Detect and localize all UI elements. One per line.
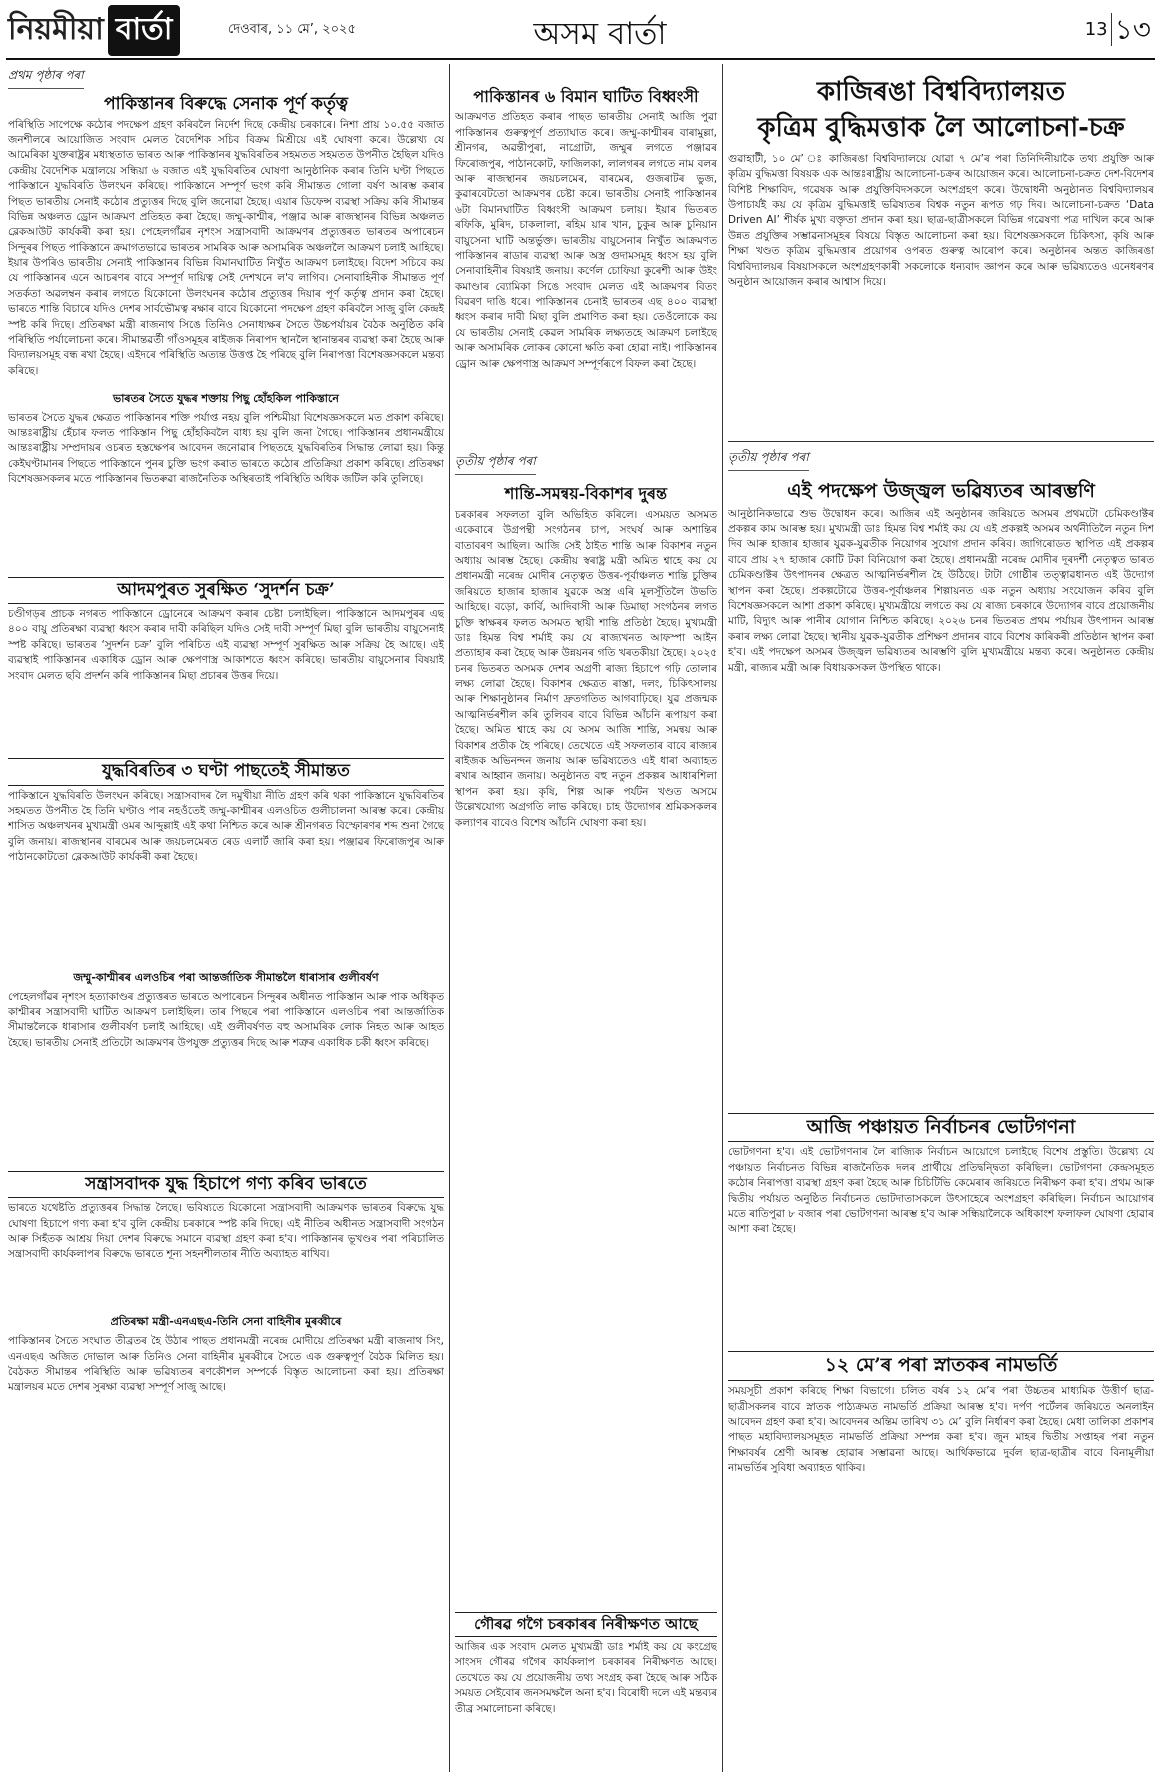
- article-body: ভাৰতৰ সৈতে যুদ্ধৰ ক্ষেত্ৰত পাকিস্তানৰ শক্তি পৰ্যাপ্ত নহয় বুলি পশ্চিমীয়া বিশেষজ্ঞসকলে মত প্ৰকাশ কৰিছে। আন্তঃৰাষ্ট্ৰীয় হেঁচাৰ ফলত পাকিস্তান পিছু হোঁহকিবলৈ বাধ্য হয় বুলি জনা গৈছে। পাকিস্তানৰ প্ৰধানমন্ত্ৰীয়ে আন্তঃৰাষ্ট্ৰীয় সম্প্ৰদায়ৰ ওচৰত হস্তক্ষেপৰ আবেদন জনোৱাৰ পিছতহে যুদ্ধবিৰতিৰ সিদ্ধান্ত লোৱা হয়। কিন্তু কেইঘণ্টামানৰ পিছতে পাকিস্তানে পুনৰ চুক্তি ভংগ কৰাত ভাৰতে কঠোৰ প্ৰতিক্ৰিয়া প্ৰকাশ কৰিছে। প্ৰতিৰক্ষা বিশেষজ্ঞসকলৰ মতে পাকিস্তানৰ ভিতৰুৱা ৰাজনৈতিক অস্থিৰতাই পৰিস্থিতি অধিক জটিল কৰি তুলিছে।: [8, 411, 444, 486]
- brand-part1: নিয়মীয়া: [8, 11, 104, 47]
- right-column: [728, 64, 1154, 1772]
- jump-label: তৃতীয় পৃষ্ঠাৰ পৰা: [728, 449, 809, 471]
- article-body: গুৱাহাটী, ১০ মে’ ঃ কাজিৰঙা বিশ্ববিদ্যালয়ে যোৱা ৭ মে’ৰ পৰা তিনিদিনীয়াকৈ তথ্য প্ৰযুক্তি আৰু কৃত্ৰিম বুদ্ধিমত্তা বিষয়ক এক আন্তঃৰাষ্ট্ৰীয় আলোচনা-চক্ৰৰ আয়োজন কৰে। আলোচনা-চক্ৰত দেশ-বিদেশৰ বিশিষ্ট শিক্ষাবিদ, গৱেষক আৰু প্ৰযুক্তিবিদসকলে অংশগ্ৰহণ কৰে। উদ্বোধনী অনুষ্ঠানত বিশ্ববিদ্যালয়ৰ উপাচাৰ্যই কয় যে কৃত্ৰিম বুদ্ধিমত্তাই ভৱিষ্যতৰ বিশ্বক নতুন ৰূপত গঢ় দিব। আলোচনা-চক্ৰত ‘Data Driven AI’ শীৰ্ষক মুখ্য বক্তৃতা প্ৰদান কৰা হয়। ছাত্ৰ-ছাত্ৰীসকলে বিভিন্ন গৱেষণা পত্ৰ দাখিল কৰে আৰু উন্নত প্ৰযুক্তিৰ সম্ভাৱনাসমূহৰ বিষয়ে বিস্তৃত আলোচনা কৰা হয়। বিশেষজ্ঞসকলে চিকিৎসা, কৃষি আৰু শিক্ষা খণ্ডত কৃত্ৰিম বুদ্ধিমত্তাৰ প্ৰয়োগৰ ওপৰত গুৰুত্ব আৰোপ কৰে। অনুষ্ঠানৰ অন্তত কাজিৰঙা বিশ্ববিদ্যালয়ৰ বিষয়াসকলে অংশগ্ৰহণকাৰী সকলোকে ধন্যবাদ জ্ঞাপন কৰে আৰু ভৱিষ্যতেও এনেধৰণৰ অনুষ্ঠান আয়োজন কৰাৰ আশ্বাস দিয়ে।: [728, 152, 1154, 288]
- headline-box: [728, 1351, 1154, 1381]
- article-body: পাকিস্তানৰ সৈতে সংঘাত তীব্ৰতৰ হৈ উঠাৰ পাছত প্ৰধানমন্ত্ৰী নৰেন্দ্ৰ মোদীয়ে প্ৰতিৰক্ষা মন্ত্ৰী ৰাজনাথ সিং, এনএছএ অজিত দোভাল আৰু তিনিও সেনা বাহিনীৰ মুৰব্বীৰে সৈতে এক গুৰুত্বপূৰ্ণ বৈঠক মিলিত হয়। বৈঠকত সীমান্তৰ পৰিস্থিতি আৰু ভৱিষ্যতৰ ৰণকৌশল সম্পৰ্কে বিস্তৃত আলোচনা কৰা হয়। প্ৰতিৰক্ষা মন্ত্ৰালয়ৰ মতে দেশৰ সুৰক্ষা ব্যৱস্থা সম্পূৰ্ণ সাজু আছে।: [8, 1335, 444, 1394]
- article-body: ভাৰতে যথেষ্টতি প্ৰত্যুত্তৰৰ সিদ্ধান্ত লৈছে। ভবিষ্যতে যিকোনো সন্ত্ৰাসবাদী আক্ৰমণক ভাৰতৰ বিৰুদ্ধে যুদ্ধ ঘোষণা হিচাপে গণ্য কৰা হ'ব বুলি কেন্দ্ৰীয় চৰকাৰে স্পষ্ট কৰি দিছে। এই নীতিৰ অধীনত সন্ত্ৰাসবাদী সংগঠন আৰু সিহঁতক আশ্ৰয় দিয়া দেশৰ বিৰুদ্ধে সমানে ব্যৱস্থা গ্ৰহণ কৰা হ'ব। পাকিস্তানৰ ভূখণ্ডৰ পৰা পৰিচালিত সন্ত্ৰাসবাদী কাৰ্যকলাপৰ বিৰুদ্ধে ভাৰতে শূন্য সহনশীলতাৰ নীতি অব্যাহত ৰাখিব।: [8, 1202, 444, 1261]
- jump-label: তৃতীয় পৃষ্ঠাৰ পৰা: [455, 453, 536, 475]
- page-number-latin: 13: [1084, 19, 1108, 40]
- article-body: ভোটগণনা হ'ব। এই ভোটগণনাৰ লৈ ৰাজ্যিক নিৰ্বাচন আয়োগে চলাইছে বিশেষ প্ৰস্তুতি। উল্লেখ্য যে পঞ্চায়ত নিৰ্বাচনত বিভিন্ন ৰাজনৈতিক দলৰ প্ৰাৰ্থীয়ে প্ৰতিদ্বন্দ্বিতা কৰিছিল। ভোটগণনা কেন্দ্ৰসমূহত কঠোৰ নিৰাপত্তা ব্যৱস্থা গ্ৰহণ কৰা হৈছে আৰু চিচিটিভি কেমেৰাৰ জৰিয়তে নিৰীক্ষণ কৰা হ'ব। প্ৰথম আৰু দ্বিতীয় পৰ্যায়ত অনুষ্ঠিত নিৰ্বাচনত ভোটদাতাসকলে উৎসাহেৰে অংশগ্ৰহণ কৰিছিল। নিৰ্বাচন আয়োগৰ মতে ৰাতিপুৱা ৮ বজাৰ পৰা ভোটগণনা আৰম্ভ হ'ব আৰু সন্ধিয়ালৈকে অধিকাংশ ফলাফল ঘোষণা হোৱাৰ আশা কৰা হৈছে।: [728, 1146, 1154, 1236]
- headline-pakistan-army: পাকিস্তানৰ বিৰুদ্ধে সেনাক পূৰ্ণ কৰ্তৃত্ব: [104, 94, 348, 114]
- article-subhead: প্ৰতিৰক্ষা মন্ত্ৰী-এনএছএ-তিনি সেনা বাহিনীৰ মুৰব্বীৰে: [110, 1315, 342, 1329]
- headline-bright-future: এই পদক্ষেপ উজ্জ্বল ভৱিষ্যতৰ আৰম্ভণি: [787, 479, 1095, 502]
- headline-terrorism-war: সন্ত্ৰাসবাদক যুদ্ধ হিচাপে গণ্য কৰিব ভাৰতে: [85, 1173, 367, 1194]
- article-body: আক্ৰমণত প্ৰতিহত কৰাৰ পাছত ভাৰতীয় সেনাই আজি পুৱা পাকিস্তানৰ গুৰুত্বপূৰ্ণ প্ৰত্যাঘাত কৰে। জম্মু-কাশ্মীৰৰ বাৰামুল্লা, শ্ৰীনগৰ, অৱন্তীপুৰা, নাগ্ৰোটা, জম্মুৰ লগতে পঞ্জাৱৰ ফিৰোজপুৰ, পাঠানকোট, ফাজিলকা, লালগৰৰ লগতে নাম বলৰ আৰু ৰাজস্থানৰ জয়চলমেৰ, বাৰমেৰ, গুজৰাটৰ ভুজ, কুৱাৰবেটতো আক্ৰমণৰ চেষ্টা কৰে। ভাৰতীয় সেনাই পাকিস্তানৰ ৬টা বিমানঘাটিত বিধ্বংসী আক্ৰমণ চলায়। ইয়াৰ ভিতৰত ৰফিকি, মুৰিদ, চাকলালা, ৰহিম য়াৰ খান, চুকুৰ আৰু চুনিয়ান বায়ুসেনা ঘাটি অন্তৰ্ভুক্ত। ভাৰতীয় বায়ুসেনাৰ নিখুঁত আক্ৰমণত পাকিস্তানৰ ৰাডাৰ ব্যৱস্থা আৰু অস্ত্ৰ গুদামসমূহ ধ্বংস হয় বুলি সেনাবাহিনীৰ বিষয়াই জনায়। কৰ্ণেল চোফিয়া কুৰেশী আৰু উইং কমাণ্ডাৰ ব্যোমিকা সিঙে সংবাদ মেলত এই আক্ৰমণৰ বিতং বিৱৰণ দাঙি ধৰে। পাকিস্তানৰ চেনাই ভাৰতৰ এছ ৪০০ ব্যৱস্থা ধ্বংস কৰাৰ দাবী মিছা বুলি প্ৰমাণিত কৰা হয়। তেওঁলোকে কয় যে ভাৰতীয় সেনাই কেৱল সামৰিক লক্ষ্যতহে আক্ৰমণ চলাইছে আৰু অসামৰিক লোকৰ কোনো ক্ষতি কৰা হোৱা নাই। পাকিস্তানৰ ড্ৰোন আৰু ক্ষেপণাস্ত্ৰ আক্ৰমণ সম্পূৰ্ণৰূপে বিফল কৰা হৈছে।: [455, 111, 717, 370]
- column-divider: [722, 64, 723, 1772]
- headline-gaurav-gogoi: গৌৰৱ গগৈ চৰকাৰৰ নিৰীক্ষণত আছে: [474, 1614, 698, 1633]
- article-body: আজিৰ এক সংবাদ মেলত মুখ্যমন্ত্ৰী ডাঃ শৰ্মাই কয় যে কংগ্ৰেছ সাংসদ গৌৰৱ গগৈৰ কাৰ্যকলাপ চৰকাৰৰ নিৰীক্ষণত আছে। তেখেতে কয় যে প্ৰয়োজনীয় তথ্য সংগ্ৰহ কৰা হৈছে আৰু সঠিক সময়ত সেইবোৰ জনসমক্ষলৈ অনা হ'ব। বিৰোধী দলে এই মন্তব্যৰ তীব্ৰ সমালোচনা কৰিছে।: [455, 1641, 717, 1715]
- headline-airbases: পাকিস্তানৰ ৬ বিমান ঘাটিত বিধ্বংসী: [473, 87, 699, 106]
- headline-graduate-admission: ১২ মে’ৰ পৰা স্নাতকৰ নামভৰ্তি: [824, 1354, 1058, 1377]
- section-title: অসম বাৰ্তা: [533, 16, 667, 52]
- headline-box: [455, 1612, 717, 1637]
- article-body: চৰকাৰৰ সফলতা বুলি অভিহিত কৰিলে। এসময়ত অসমত একেবাৰে উগ্ৰপন্থী সংগঠনৰ চাপ, সংঘৰ্ষ আৰু অশান্তিৰ বাতাবৰণ আছিল। আজি সেই ঠাইত শান্তি আৰু বিকাশৰ নতুন অধ্যায় আৰম্ভ হৈছে। কেন্দ্ৰীয় স্বৰাষ্ট্ৰ মন্ত্ৰী অমিত শ্বাহে কয় যে প্ৰধানমন্ত্ৰী নৰেন্দ্ৰ মোদীৰ নেতৃত্বত উত্তৰ-পূৰ্বাঞ্চলত শান্তি চুক্তিৰ জৰিয়তে হাজাৰ হাজাৰ যুৱকে অস্ত্ৰ এৰি মূলসূঁতিলৈ উভতি আহিছে। বড়ো, কাৰ্বি, আদিবাসী আৰু ডিমাছা সংগঠনৰ লগত চুক্তি স্বাক্ষৰৰ ফলত অসমত স্থায়ী শান্তি প্ৰতিষ্ঠা হৈছে। মুখ্যমন্ত্ৰী ডাঃ হিমন্ত বিশ্ব শৰ্মাই কয় যে ৰাজ্যখনত আফস্পা আইন প্ৰত্যাহাৰ কৰা হৈছে আৰু উন্নয়নৰ গতি খৰতকীয়া হৈছে। ২০২৫ চনৰ ভিতৰত অসমক দেশৰ অগ্ৰণী ৰাজ্য হিচাপে গঢ়ি তোলাৰ লক্ষ্য লোৱা হৈছে। বিকাশৰ ক্ষেত্ৰত ৰাস্তা, দলং, চিকিৎসালয় আৰু শিক্ষানুষ্ঠানৰ নিৰ্মাণ দ্ৰুতগতিত আগবাঢ়িছে। যুৱ প্ৰজন্মক আত্মনিৰ্ভৰশীল কৰি তুলিবৰ বাবে বিভিন্ন আঁচনি ৰূপায়ণ কৰা হৈছে। অমিত শ্বাহে কয় যে অসম আজি শান্তি, সমন্বয় আৰু বিকাশৰ প্ৰতীক হৈ পৰিছে। তেখেতে এই সফলতাৰ বাবে ৰাজ্যৰ ৰাইজক অভিনন্দন জনায় আৰু ভৱিষ্যতেও এই ধাৰা অব্যাহত ৰখাৰ আহ্বান জনায়। অনুষ্ঠানত বহু নতুন প্ৰকল্পৰ আধাৰশিলা স্থাপন কৰা হয়। কৃষি, শিল্প আৰু পৰ্যটন খণ্ডত অসমে উল্লেখযোগ্য অগ্ৰগতি লাভ কৰিছে। চাহ উদ্যোগৰ শ্ৰমিকসকলৰ কল্যাণৰ বাবেও বিশেষ আঁচনি ঘোষণা কৰা হয়।: [455, 508, 717, 829]
- middle-column: [455, 64, 717, 1772]
- jump-label: প্ৰথম পৃষ্ঠাৰ পৰা: [8, 67, 84, 89]
- article-body: আনুষ্ঠানিকভাৱে শুভ উদ্বোধন কৰে। আজিৰ এই অনুষ্ঠানৰ জৰিয়তে অসমৰ প্ৰথমটো চেমিকণ্ডাক্টৰ প্ৰকল্পৰ কাম আৰম্ভ হয়। মুখ্যমন্ত্ৰী ডাঃ হিমন্ত বিশ্ব শৰ্মাই কয় যে এই প্ৰকল্পই অসমৰ অৰ্থনীতিলৈ নতুন দিশ দিব আৰু হাজাৰ হাজাৰ যুৱক-যুৱতীক নিয়োগৰ সুযোগ প্ৰদান কৰিব। জাগিৰোডত স্থাপিত এই প্ৰকল্পৰ বাবে প্ৰায় ২৭ হাজাৰ কোটি টকা বিনিয়োগ কৰা হৈছে। প্ৰধানমন্ত্ৰী নৰেন্দ্ৰ মোদীৰ দূৰদৰ্শী নেতৃত্বত ভাৰত চেমিকণ্ডাক্টৰ উৎপাদনৰ ক্ষেত্ৰত আত্মনিৰ্ভৰশীল হৈ উঠিছে। টাটা গোষ্ঠীৰ তত্ত্বাৱধানত এই উদ্যোগ স্থাপন কৰা হৈছে। প্ৰকল্পটোৱে উত্তৰ-পূৰ্বাঞ্চলৰ শিল্পায়নত এক নতুন অধ্যায় সংযোজন কৰিব বুলি বিশেষজ্ঞসকলে আশা প্ৰকাশ কৰিছে। মুখ্যমন্ত্ৰীয়ে লগতে কয় যে ৰাজ্য চৰকাৰে উদ্যোগৰ বাবে প্ৰয়োজনীয় মাটি, বিদ্যুৎ আৰু পানীৰ যোগান নিশ্চিত কৰিছে। ২০২৬ চনৰ ভিতৰত প্ৰথম পৰ্যায়ৰ উৎপাদন আৰম্ভ কৰাৰ লক্ষ্য লোৱা হৈছে। স্থানীয় যুৱক-যুৱতীক প্ৰশিক্ষণ প্ৰদানৰ বাবে বিশেষ কাৰিকৰী প্ৰতিষ্ঠান স্থাপন কৰা হ'ব। এই পদক্ষেপ অসমৰ উজ্জ্বল ভৱিষ্যতৰ আৰম্ভণি বুলি মুখ্যমন্ত্ৰীয়ে মন্তব্য কৰে। অনুষ্ঠানত কেন্দ্ৰীয় মন্ত্ৰী, ৰাজ্যৰ মন্ত্ৰী আৰু বিধায়কসকল উপস্থিত থাকে।: [728, 507, 1154, 674]
- article-body: পাকিস্তানে যুদ্ধবিৰতি উলংঘন কৰিছে। সন্ত্ৰাসবাদৰ লৈ দমুখীয়া নীতি গ্ৰহণ কৰি থকা পাকিস্তানে যুদ্ধবিৰতিৰ সহমতত উপনীত হৈ তিনি ঘণ্টাও পাৰ নহওঁতেই জম্মু-কাশ্মীৰৰ এলওচিত গুলীচালনা আৰম্ভ কৰে। কেন্দ্ৰীয় শাসিত অঞ্চলখনৰ মুখ্যমন্ত্ৰী ওমৰ আব্দুল্লাই এই কথা নিশ্চিত কৰে আৰু শ্ৰীনগৰত বিস্ফোৰণৰ শব্দ শুনা গৈছে বুলি জনায়। ৰাজস্থানৰ বাৰমেৰ আৰু জয়চলমেৰত ৰেড এলাৰ্ট জাৰি কৰা হয়। পঞ্জাৱৰ ফিৰোজপুৰ আৰু পাঠানকোটতো ব্লেকআউট কাৰ্যকৰী কৰা হৈছে।: [8, 789, 444, 864]
- page-number-assamese: ১৩: [1111, 13, 1151, 46]
- column-divider: [449, 64, 450, 1772]
- masthead: [0, 0, 1161, 66]
- headline-box: [728, 1113, 1154, 1143]
- article-subhead: ভাৰতৰ সৈতে যুদ্ধৰ শক্তায় পিছু হোঁহকিল পাকিস্তানে: [113, 391, 339, 405]
- headline-box: [8, 577, 444, 605]
- brand-part2: বাৰ্তা: [108, 5, 181, 56]
- headline-kaziranga-line2: কৃত্ৰিম বুদ্ধিমত্তাক লৈ আলোচনা-চক্ৰ: [757, 112, 1125, 143]
- ornamental-divider: [728, 441, 1154, 446]
- headline-kaziranga-line1: কাজিৰঙা বিশ্ববিদ্যালয়ত: [816, 77, 1066, 107]
- masthead-rule: [6, 58, 1155, 60]
- page-number: [1085, 8, 1151, 55]
- article-body: পৰিস্থিতি সাপেক্ষে কঠোৰ পদক্ষেপ গ্ৰহণ কৰিবলৈ নিৰ্দেশ দিছে কেন্দ্ৰীয় চৰকাৰে। নিশা প্ৰায় ১০.৫৫ বজাত জনশীলৰে আয়োজিত সংবাদ মেলত বৈদেশিক সচিব বিক্ৰম মিশ্ৰীয়ে এই ঘোষণা কৰে। উল্লেখ্য যে আমেৰিকা যুক্তৰাষ্ট্ৰৰ মধ্যস্থতাত ভাৰত আৰু পাকিস্তানৰ যুদ্ধবিৰতিৰ সহমতত সহমতত উপনীত হৈছিল যদিও কেন্দ্ৰীয় বৈদেশিক মন্ত্ৰালয়ে সন্ধিয়া ৬ বজাত এই যুদ্ধবিৰতিৰ ঘোষণা আনুষ্ঠানিক কৰাৰ তিনি ঘণ্টা পিছতে পাকিস্তানে যুদ্ধবিৰতি উলংঘন কৰিছে। পাকিস্তানে সম্পূৰ্ণ ভংগ কৰি সীমান্তত গোলা বৰ্ষণ আৰম্ভ কৰাৰ পিছত ভাৰতীয় সেনাই কঠোৰ প্ৰত্যুত্তৰ দিছে বুলি জনোৱা হৈছে। এয়াৰ ডিফেন্স ব্যৱস্থা সক্ৰিয় কৰি সীমান্তৰ বিভিন্ন অঞ্চলত ড্ৰোন আক্ৰমণ প্ৰতিহত কৰা হৈছে। জম্মু-কাশ্মীৰ, পঞ্জাৱ আৰু ৰাজস্থানৰ বিভিন্ন অঞ্চলত ব্লেকআউট কাৰ্যকৰী কৰা হয়। পেহেলগাঁৱৰ নৃশংস সন্ত্ৰাসবাদী আক্ৰমণৰ প্ৰত্যুত্তৰত ভাৰতৰ অপাৰেচন সিন্দুৰৰ পিছত পাকিস্তানে ক্ৰমাগতভাৱে ভাৰতৰ সামৰিক আৰু অসামৰিক অঞ্চললৈ আক্ৰমণ চলাই আহিছে। ইয়াৰ উপৰিও ভাৰতীয় সেনাই পাকিস্তানৰ বিভিন্ন বিমানঘাটিত নিখুঁত আক্ৰমণ চলাইছে। বিদেশ সচিবে কয় যে পাকিস্তানৰ এনে আচৰণৰ বাবে সম্পূৰ্ণ দায়িত্ব সেই দেশখনে ল'ব লাগিব। সেনাবাহিনীক সীমান্তত পূৰ্ণ সতৰ্কতা অৱলম্বন কৰাৰ লগতে যিকোনো উলংঘনৰ কঠোৰ প্ৰত্যুত্তৰ দিয়াৰ পূৰ্ণ কৰ্তৃত্ব প্ৰদান কৰা হৈছে। ভাৰতে শান্তি বিচাৰে যদিও দেশৰ সাৰ্বভৌমত্ব ৰক্ষাৰ বাবে যিকোনো পদক্ষেপ গ্ৰহণ কৰিবলৈ সাজু বুলি কেন্দ্ৰই স্পষ্ট কৰি দিছে। প্ৰতিৰক্ষা মন্ত্ৰী ৰাজনাথ সিঙে তিনিও সেনাধ্যক্ষৰ সৈতে উচ্চপৰ্যায়ৰ বৈঠক অনুষ্ঠিত কৰি পৰিস্থিতি পৰ্যালোচনা কৰে। সীমান্তৱৰ্তী গাঁওসমূহৰ ৰাইজক নিৰাপদ স্থানলৈ স্থানান্তৰৰ ব্যৱস্থা কৰা হৈছে আৰু বিদ্যালয়সমূহ বন্ধ ৰখা হৈছে। এইদৰে পৰিস্থিতি অত্যন্ত উত্তপ্ত হৈ পৰিছে বুলি নিৰাপত্তা বিশেষজ্ঞসকলে মন্তব্য কৰিছে।: [8, 118, 444, 377]
- newspaper-logo: [8, 8, 180, 52]
- dateline: দেওবাৰ, ১১ মে’, ২০২৫: [228, 22, 356, 37]
- headline-adampur: আদমপুৰত সুৰক্ষিত ‘সুদৰ্শন চক্ৰ’: [117, 579, 335, 600]
- headline-box: [8, 1171, 444, 1199]
- article-body: সময়সূচী প্ৰকাশ কৰিছে শিক্ষা বিভাগে। চলিত বৰ্ষৰ ১২ মে’ৰ পৰা উচ্চতৰ মাধ্যমিক উত্তীৰ্ণ ছাত্ৰ-ছাত্ৰীসকলৰ বাবে স্নাতক পাঠ্যক্ৰমত নামভৰ্তি প্ৰক্ৰিয়া আৰম্ভ হ'ব। দৰ্পণ পৰ্টেলৰ জৰিয়তে অনলাইন আবেদন গ্ৰহণ কৰা হ'ব। আবেদনৰ অন্তিম তাৰিখ ৩১ মে’ বুলি নিৰ্ধাৰণ কৰা হৈছে। মেধা তালিকা প্ৰকাশৰ পাছত মহাবিদ্যালয়সমূহত নামভৰ্তি প্ৰক্ৰিয়া সম্পন্ন কৰা হ'ব। জুন মাহৰ দ্বিতীয় সপ্তাহৰ পৰা নতুন শিক্ষাবৰ্ষৰ শ্ৰেণী আৰম্ভ হোৱাৰ সম্ভাৱনা আছে। আৰ্থিকভাৱে দুৰ্বল ছাত্ৰ-ছাত্ৰীৰ বাবে বিনামূলীয়া নামভৰ্তিৰ সুবিধা অব্যাহত থাকিব।: [728, 1385, 1154, 1475]
- headline-ceasefire-border: যুদ্ধবিৰতিৰ ৩ ঘণ্টা পাছতেই সীমান্তত: [102, 761, 350, 782]
- article-body: পেহেলগাঁৱৰ নৃশংস হত্যাকাণ্ডৰ প্ৰত্যুত্তৰত ভাৰতে অপাৰেচন সিন্দুৰৰ অধীনত পাকিস্তান আৰু পাক অধিকৃত কাশ্মীৰৰ সন্ত্ৰাসবাদী ঘাটিত আক্ৰমণ চলাইছিল। তাৰ পিছৰে পৰা পাকিস্তানে এলওচিৰ পৰা আন্তৰ্জাতিক সীমান্তলৈকে ধাৰাসাৰ গুলীবৰ্ষণ চলাই আহিছে। এই গুলীবৰ্ষণত বহু অসামৰিক লোক নিহত আৰু আহত হৈছে। ভাৰতীয় সেনাই প্ৰতিটো আক্ৰমণৰ উপযুক্ত প্ৰত্যুত্তৰ দিছে আৰু শত্ৰুৰ একাধিক চকী ধ্বংস কৰিছে।: [8, 990, 444, 1049]
- headline-panchayat-counting: আজি পঞ্চায়ত নিৰ্বাচনৰ ভোটগণনা: [806, 1115, 1076, 1138]
- headline-peace-development: শান্তি-সমন্বয়-বিকাশৰ দুৰন্ত: [504, 484, 668, 504]
- article-body: চণ্ডীগড়ৰ প্ৰাচক নগৰত পাকিস্তানে ড্ৰোনেৰে আক্ৰমণ কৰাৰ চেষ্টা চলাইছিল। পাকিস্তানে আদমপুৰৰ এছ ৪০০ বায়ু প্ৰতিৰক্ষা ব্যৱস্থা ধ্বংস কৰাৰ দাবী কৰিছিল যদিও সেই দাবী সম্পূৰ্ণ মিছা বুলি ভাৰতীয় বায়ুসেনাই স্পষ্ট কৰিছে। ভাৰতৰ ‘সুদৰ্শন চক্ৰ’ বুলি পৰিচিত এই ব্যৱস্থা সম্পূৰ্ণ সুৰক্ষিত আৰু সক্ৰিয় হৈ আছে। এই ব্যৱস্থাই পাকিস্তানৰ একাধিক ড্ৰোন আৰু ক্ষেপণাস্ত্ৰ আকাশতে ধ্বংস কৰিছে। ভাৰতীয় বায়ুসেনাৰ বিষয়াই সংবাদ মেলত ছবি প্ৰদৰ্শন কৰি পাকিস্তানৰ মিছা প্ৰচাৰৰ উত্তৰ দিয়ে।: [8, 608, 444, 682]
- left-column: [8, 64, 444, 1772]
- article-subhead: জম্মু-কাশ্মীৰৰ এলওচিৰ পৰা আন্তৰ্জাতিক সীমান্তলৈ ধাৰাসাৰ গুলীবৰ্ষণ: [73, 970, 379, 984]
- headline-box: [8, 758, 444, 786]
